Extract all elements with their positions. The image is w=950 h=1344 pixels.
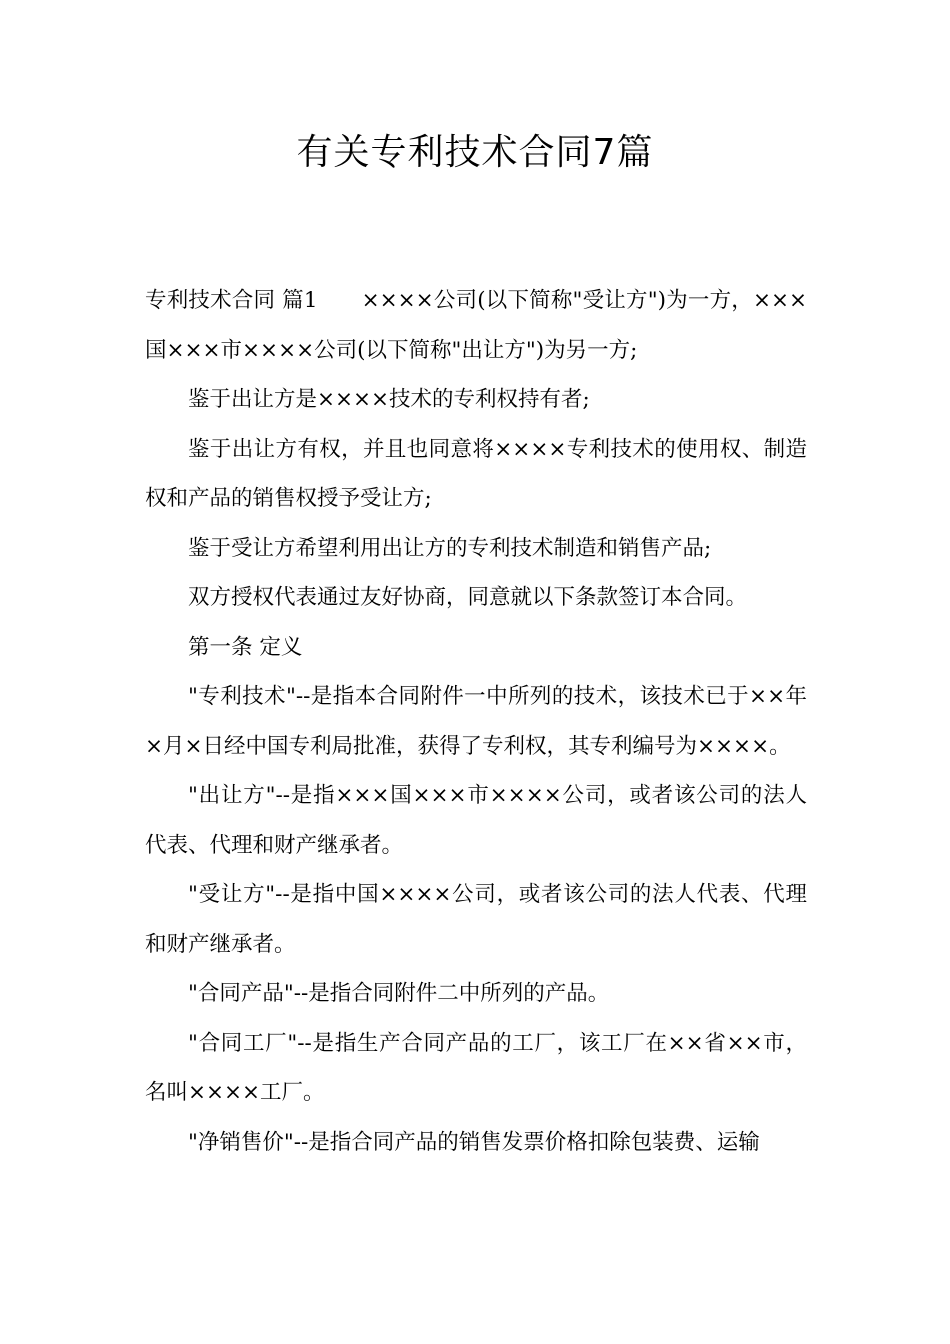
definition-paragraph: "合同工厂"--是指生产合同产品的工厂，该工厂在××省××市，名叫××××工厂。 bbox=[145, 1030, 807, 1105]
paragraph: 鉴于出让方是××××技术的专利权持有者; bbox=[188, 387, 590, 412]
definition-paragraph: "净销售价"--是指合同产品的销售发票价格扣除包装费、运输 bbox=[188, 1129, 760, 1155]
definition-paragraph: "受让方"--是指中国××××公司，或者该公司的法人代表、代理和财产继承者。 bbox=[145, 882, 807, 957]
definition-paragraph: "合同产品"--是指合同附件二中所列的产品。 bbox=[188, 981, 610, 1006]
intro-text: ××××公司(以下简称"受让方")为一方，×××国×××市××××公司(以下简称"出让方")为另一方; bbox=[145, 288, 807, 363]
article-heading: 第一条 定义 bbox=[188, 634, 303, 660]
definition-paragraph: "出让方"--是指×××国×××市××××公司，或者该公司的法人代表、代理和财产继承者。 bbox=[145, 783, 807, 858]
paragraph: 鉴于出让方有权，并且也同意将××××专利技术的使用权、制造权和产品的销售权授予受让方; bbox=[145, 436, 807, 511]
document-title: 有关专利技术合同7篇 bbox=[296, 132, 654, 173]
section-heading: 专利技术合同 篇1 bbox=[145, 288, 318, 313]
paragraph-intro bbox=[145, 276, 807, 375]
definition-paragraph: "专利技术"--是指本合同附件一中所列的技术，该技术已于××年×月×日经中国专利局批准，获得了专利权，其专利编号为××××。 bbox=[145, 684, 807, 759]
paragraph: 双方授权代表通过友好协商，同意就以下条款签订本合同。 bbox=[188, 585, 748, 610]
document-body bbox=[145, 276, 807, 1167]
paragraph: 鉴于受让方希望利用出让方的专利技术制造和销售产品; bbox=[188, 535, 712, 561]
